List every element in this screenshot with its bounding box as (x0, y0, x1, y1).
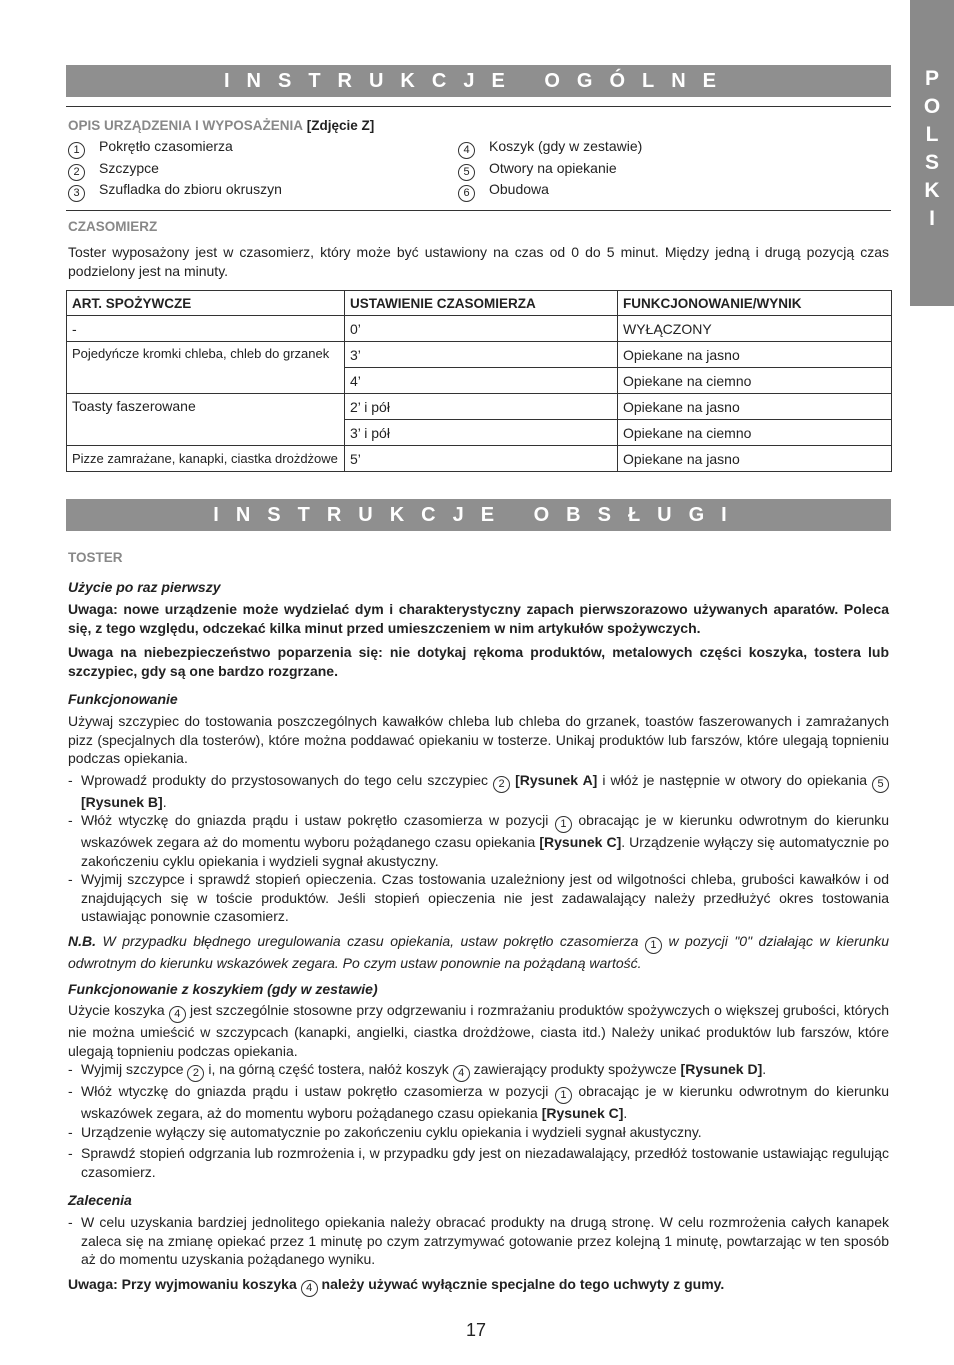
number-circle-icon: 1 (645, 937, 662, 954)
first-use-title: Użycie po raz pierwszy (68, 579, 221, 595)
divider (66, 106, 891, 107)
number-circle-icon: 4 (169, 1006, 186, 1023)
part-label: Otwory na opiekanie (489, 160, 617, 176)
number-circle-icon: 4 (301, 1280, 318, 1297)
table-cell: Opiekane na jasno (618, 342, 892, 368)
note: N.B. W przypadku błędnego uregulowania czasu opiekania, ustaw pokrętło czasomierza 1 w pozycji "0" działając w kierunku odwrotnym do kierunku wskazówek zegara. Po czym ustaw ponownie na pożądaną wartość. (68, 933, 890, 971)
parts-photo-ref: [Zdjęcie Z] (306, 118, 375, 133)
section-banner-general: INSTRUKCJE OGÓLNE (66, 65, 891, 97)
operation-intro: Używaj szczypiec do tostowania poszczególnych kawałków chleba lub chleba do grzanek, toastów faszerowanych i zamrażanych pizz (specjalnych dla tosterów), które można poddawać opiekaniu w tosterze. Unikaj produktów lub farszów, które ulegają topnieniu podczas opiekania. (68, 713, 889, 766)
timer-text: Toster wyposażony jest w czasomierz, który może być ustawiony na czas od 0 do 5 minut. Między jedną i drugą pozycją czas podzielony jest na minuty. (68, 244, 889, 279)
table-cell: 3’ i pół (345, 420, 618, 446)
list-item: - Włóż wtyczkę do gniazda prądu i ustaw pokrętło czasomierza w pozycji 1 obracając je w kierunku odwrotnym do kierunku wskazówek zegara, aż do momentu wyboru pożądanego czasu opiekania [Rysunek C]. (68, 1083, 890, 1121)
number-circle-icon: 5 (872, 776, 889, 793)
table-cell: 2’ i pół (345, 394, 618, 420)
section-banner-operation: INSTRUKCJE OBSŁUGI (66, 499, 891, 531)
parts-heading (68, 117, 374, 135)
part-item (68, 180, 282, 202)
table-row (67, 316, 892, 342)
part-label: Koszyk (gdy w zestawie) (489, 138, 643, 154)
burn-warning: Uwaga na niebezpieczeństwo poparzenia się: nie dotykaj rękoma produktów, metalowych części koszyka, tostera lub szczypiec, gdy są one bardzo rozgrzane. (68, 644, 889, 679)
language-tab (910, 0, 954, 306)
number-circle-icon: 1 (68, 142, 85, 159)
list-item: - Wyjmij szczypce i sprawdź stopień opieczenia. Czas tostowania uzależniony jest od wilgotności chleba, grubości kawałków i od znajdujących się w toście produktów. Jeśli stopień opieczenia nie jest zadawalający należy przedłużyć okres tostowania ustawiając ponownie czasomierz. (68, 871, 889, 924)
part-item (68, 137, 233, 159)
number-circle-icon: 3 (68, 185, 85, 202)
list-item: - Sprawdź stopień odgrzania lub rozmrożenia i, w przypadku gdy jest on niezadawalający, przedłóż tostowanie ustawiając regulując czasomierz. (68, 1145, 889, 1180)
recommendations-title: Zalecenia (68, 1192, 132, 1208)
table-cell: Opiekane na ciemno (618, 420, 892, 446)
table-header: FUNKCJONOWANIE/WYNIK (618, 291, 892, 316)
table-cell: Opiekane na ciemno (618, 368, 892, 394)
number-circle-icon: 4 (458, 142, 475, 159)
basket-warning: Uwaga: Przy wyjmowaniu koszyka 4 należy używać wyłącznie specjalne do tego uchwyty z gumy. (68, 1275, 889, 1297)
list-item: - Włóż wtyczkę do gniazda prądu i ustaw pokrętło czasomierza w pozycji 1 obracając je w kierunku odwrotnym do kierunku wskazówek zegara aż do momentu wyboru pożądanego czasu opiekania [Rysunek C]. Urządzenie wyłączy się automatycznie po zakończeniu cyklu opiekania i wydzieli sygnał akustyczny. (68, 812, 890, 869)
number-circle-icon: 2 (493, 776, 510, 793)
lang-letter: S (924, 151, 939, 174)
table-header: USTAWIENIE CZASOMIERZA (345, 291, 618, 316)
divider (66, 210, 891, 211)
part-label: Pokrętło czasomierza (99, 138, 233, 154)
part-label: Szczypce (99, 160, 159, 176)
part-item (458, 137, 642, 159)
timer-table (66, 290, 892, 472)
part-item (458, 159, 617, 181)
operation-title: Funkcjonowanie (68, 691, 178, 707)
timer-title: CZASOMIERZ (68, 219, 158, 234)
table-header-row (67, 291, 892, 316)
table-cell: - (67, 316, 345, 342)
table-row (67, 394, 892, 420)
lang-letter: P (924, 67, 939, 90)
table-cell: 0’ (345, 316, 618, 342)
number-circle-icon: 1 (555, 816, 572, 833)
part-item (458, 180, 549, 202)
table-header: ART. SPOŻYWCZE (67, 291, 345, 316)
list-item: - W celu uzyskania bardziej jednolitego opiekania należy obracać produkty na drugą stronę. W celu rozmrożenia całych kanapek zaleca się na zmianę opiekać przez 1 minutę po czym zatrzymywać gotowanie przez kolejną 1 minutę, powtarzając w ten sposób aż do momentu uzyskania pożądanego wyniku. (68, 1214, 889, 1267)
number-circle-icon: 2 (68, 164, 85, 181)
table-cell: Opiekane na jasno (618, 446, 892, 472)
table-cell: 5’ (345, 446, 618, 472)
lang-letter: O (923, 95, 941, 118)
table-row (67, 342, 892, 368)
lang-letter: K (924, 179, 940, 202)
lang-letter: I (929, 207, 935, 230)
parts-title: OPIS URZĄDZENIA I WYPOSAŻENIA (68, 118, 304, 133)
table-cell: 3’ (345, 342, 618, 368)
basket-title: Funkcjonowanie z koszykiem (gdy w zestawie) (68, 981, 378, 997)
table-cell: Opiekane na jasno (618, 394, 892, 420)
list-item: - Wprowadź produkty do przystosowanych do tego celu szczypiec 2 [Rysunek A] i włóż je następnie w otwory do opiekania 5 [Rysunek B]. (68, 771, 889, 812)
list-item: - Wyjmij szczypce 2 i, na górną część tostera, nałóż koszyk 4 zawierający produkty spożywcze [Rysunek D]. (68, 1060, 889, 1082)
number-circle-icon: 1 (555, 1087, 572, 1104)
first-use-warning: Uwaga: nowe urządzenie może wydzielać dym i charakterystyczny zapach pierwszorazowo używanych aparatów. Poleca się, z tego względu, odczekać kilka minut przed umieszczeniem w nim artykułów spożywczych. (68, 601, 889, 636)
number-circle-icon: 5 (458, 164, 475, 181)
table-cell: 4’ (345, 368, 618, 394)
table-cell: WYŁĄCZONY (618, 316, 892, 342)
table-row (67, 446, 892, 472)
part-label: Szufladka do zbioru okruszyn (99, 181, 282, 197)
table-cell: Pizze zamrażane, kanapki, ciastka drożdżowe (67, 446, 345, 472)
toaster-title: TOSTER (68, 550, 123, 565)
number-circle-icon: 2 (187, 1065, 204, 1082)
page-number: 17 (466, 1320, 487, 1340)
lang-letter: L (925, 123, 939, 146)
table-cell: Pojedyńcze kromki chleba, chleb do grzanek (67, 342, 345, 394)
basket-intro: Użycie koszyka 4 jest szczególnie stosowne przy odgrzewaniu i rozmrażaniu produktów spożywczych o większej grubości, których nie można umieścić w szczypcach (kanapki, angielki, ciastka drożdżowe, ciasta itd.) Należy unikać produktów lub farszów, które ulegają topnieniu podczas opiekania. (68, 1002, 890, 1059)
number-circle-icon: 6 (458, 185, 475, 202)
part-label: Obudowa (489, 181, 549, 197)
number-circle-icon: 4 (453, 1065, 470, 1082)
part-item (68, 159, 159, 181)
table-cell: Toasty faszerowane (67, 394, 345, 446)
list-item: - Urządzenie wyłączy się automatycznie po zakończeniu cyklu opiekania i wydzieli sygnał akustyczny. (68, 1124, 702, 1140)
